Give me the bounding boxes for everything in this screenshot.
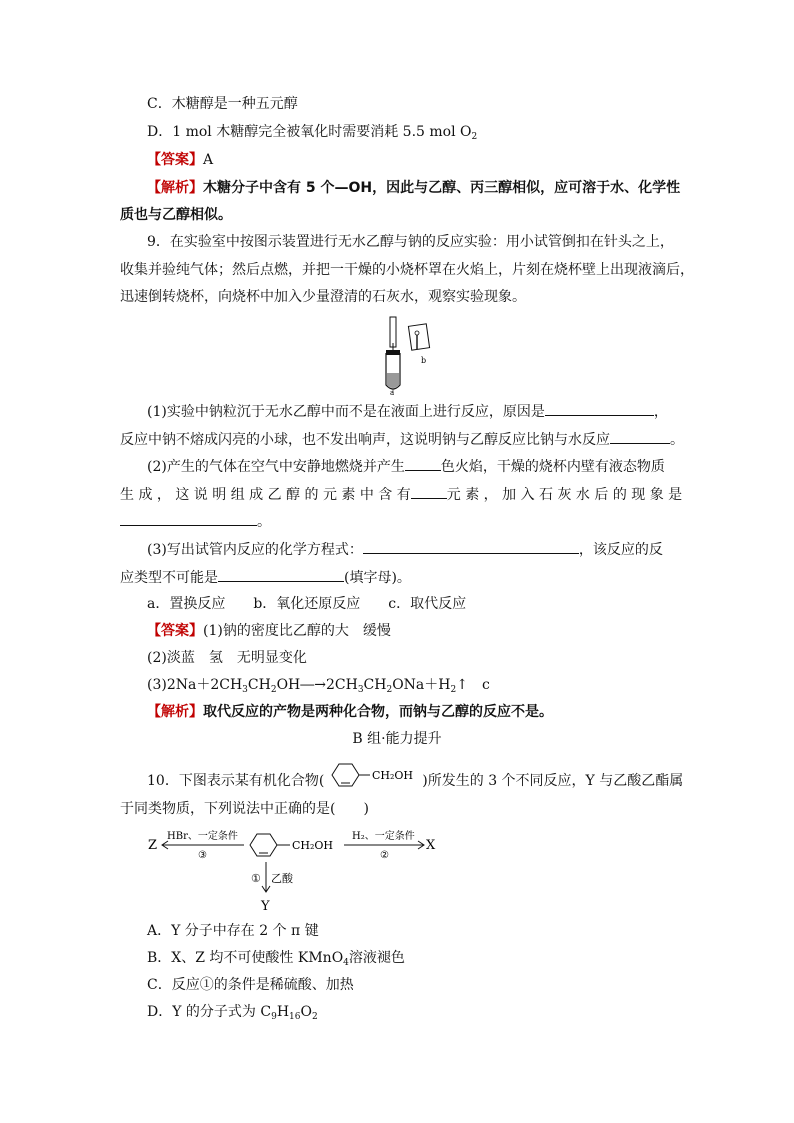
q9-part2-line-1: (2)产生的气体在空气中安静地燃烧并产生 色火焰，干燥的烧杯内壁有液态物质 — [147, 456, 665, 477]
apparatus-figure — [370, 313, 440, 395]
ch2oh-group: CH₂OH — [372, 769, 414, 782]
reaction-scheme — [140, 822, 450, 914]
q9-stem-line-2: 收集并验纯气体；然后点燃，并把一干燥的小烧杯罩在火焰上，片刻在烧杯壁上出现液滴后， — [120, 262, 694, 278]
q8-analysis-line-1: 【解析】木糖分子中含有 5 个—OH，因此与乙醇、丙三醇相似，应可溶于水、化学性 — [147, 180, 681, 196]
q9-part3-line-2: 应类型不可能是 (填字母)。 — [120, 567, 411, 588]
answer-tag: 【答案】 — [147, 623, 203, 639]
answer-tag: 【答案】 — [147, 152, 203, 168]
ch2oh-group: CH₂OH — [292, 839, 334, 852]
q8-analysis-line-2: 质也与乙醇相似。 — [120, 207, 232, 223]
section-title: B 组·能力提升 — [352, 731, 442, 747]
small-beaker — [408, 324, 429, 350]
analysis-tag: 【解析】 — [147, 180, 203, 196]
product-x: X — [426, 838, 436, 853]
q9-stem-line-1: 9．在实验室中按图示装置进行无水乙醇与钠的反应实验：用小试管倒扣在针头之上， — [147, 234, 674, 250]
q9-answer-2: (2)淡蓝 氢 无明显变化 — [147, 650, 307, 666]
q9-answer-1: 【答案】(1)钠的密度比乙醇的大 缓慢 — [147, 623, 391, 639]
product-y: Y — [261, 899, 270, 914]
q9-part2-line-2: 生 成 ， 这 说 明 组 成 乙 醇 的 元 素 中 含 有 元 素 ， 加 入 石 灰 水 后 的 现 象 是 — [120, 484, 682, 505]
ethanol-liquid — [387, 373, 399, 388]
q8-answer: 【答案】A — [147, 152, 214, 168]
q10-option-a: A．Y 分子中存在 2 个 π 键 — [147, 923, 319, 939]
answer-blank[interactable] — [363, 539, 579, 554]
analysis-tag: 【解析】 — [147, 704, 203, 720]
flame-tip — [415, 331, 419, 335]
reaction-num-1: ① — [251, 872, 261, 885]
q9-stem-line-3: 迅速倒转烧杯，向烧杯中加入少量澄清的石灰水，观察实验现象。 — [120, 289, 526, 305]
reagent-down: 乙酸 — [271, 872, 293, 885]
answer-blank[interactable] — [545, 401, 654, 416]
inverted-small-tube — [390, 317, 396, 347]
label-a: a — [390, 389, 395, 395]
q10-option-c: C．反应①的条件是稀硫酸、加热 — [147, 977, 354, 993]
q10-stem-line-1: 10．下图表示某有机化合物( )所发生的 3 个不同反应，Y 与乙酸乙酯属 — [147, 773, 684, 789]
answer-blank[interactable] — [218, 567, 344, 582]
q9-part1-line-2: 反应中钠不熔成闪亮的小球，也不发出响声，这说明钠与乙醇反应比钠与水反应 。 — [120, 429, 684, 450]
answer-blank[interactable] — [405, 456, 441, 471]
q9-answer-3: $(3)2Na+2CH_3CH_2OH―\to 2CH_3CH_2ONa+H_2↑$ c — [147, 677, 490, 695]
q10-stem-line-2: 于同类物质，下列说法中正确的是( ) — [120, 801, 369, 817]
product-z: Z — [148, 838, 158, 853]
reagent-left: HBr、一定条件 — [167, 831, 238, 842]
q8-option-c: C．木糖醇是一种五元醇 — [147, 96, 298, 112]
reaction-num-2: ② — [380, 850, 389, 861]
q8-option-d: D．1 mol 木糖醇完全被氧化时需要消耗 5.5 mol $O_2$ — [147, 124, 478, 142]
q9-analysis: 【解析】取代反应的产物是两种化合物，而钠与乙醇的反应不是。 — [147, 704, 553, 720]
q9-part1-line-1: (1)实验中钠粒沉于无水乙醇中而不是在液面上进行反应，原因是 ， — [147, 401, 668, 422]
structure-inline — [320, 757, 420, 793]
reaction-num-3: ③ — [198, 850, 207, 861]
q10-option-d: D．Y 的分子式为 $C_9H_{16}O_2$ — [147, 1004, 318, 1022]
reagent-right: H₂、一定条件 — [352, 831, 415, 842]
q9-options: a．置换反应 b．氧化还原反应 c．取代反应 — [147, 596, 467, 612]
q9-part2-line-3: 。 — [120, 511, 271, 532]
q10-option-b: B．X、Z 均不可使酸性 KMnO$_4$溶液褪色 — [147, 950, 405, 968]
label-b: b — [421, 356, 427, 365]
q9-part3-line-1: (3)写出试管内反应的化学方程式： ，该反应的反 — [147, 539, 663, 560]
answer-blank[interactable] — [411, 484, 447, 499]
answer-blank[interactable] — [610, 429, 670, 444]
answer-blank[interactable] — [120, 511, 257, 526]
stopper — [386, 350, 400, 355]
